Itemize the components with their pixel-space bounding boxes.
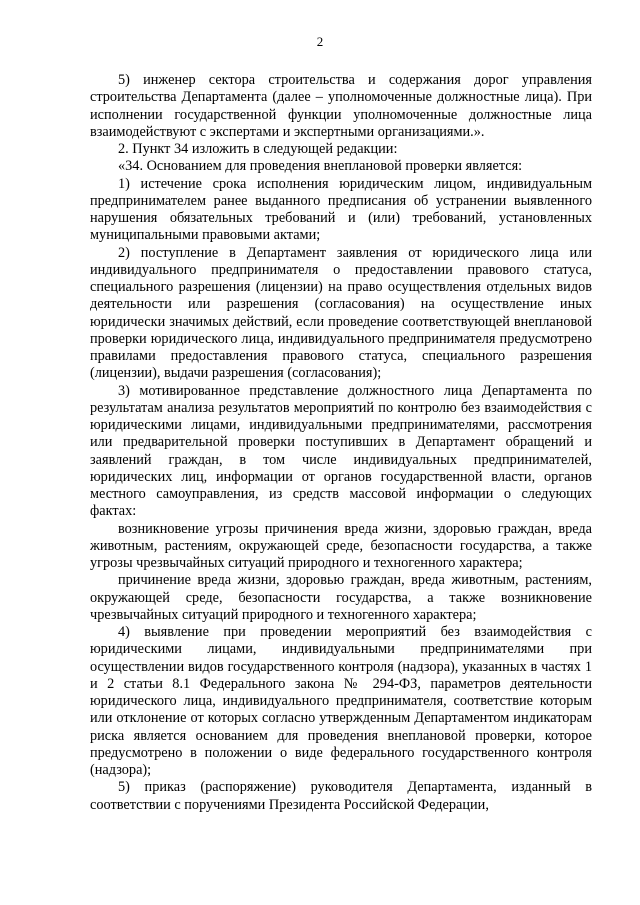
- document-body: [90, 72, 592, 814]
- paragraph-fact-threat: возникновение угрозы причинения вреда жизни, здоровью граждан, вреда животным, растениям, окружающей среде, безопасности государства, а также угрозы чрезвычайных ситуаций природного и техногенного характера;: [90, 520, 592, 571]
- paragraph-engineer-item: 5) инженер сектора строительства и содержания дорог управления строительства Департамента (далее – уполномоченные должностные лица). При исполнении государственной функции уполномоченные должностные лица взаимодействуют с экспертами и экспертными организациями.».: [90, 72, 592, 140]
- paragraph-item-5: 5) приказ (распоряжение) руководителя Департамента, изданный в соответствии с поручениями Президента Российской Федерации,: [90, 779, 592, 813]
- paragraph-clause-34-intro: «34. Основанием для проведения внеплановой проверки является:: [118, 158, 523, 175]
- paragraph-item-2: 2) поступление в Департамент заявления от юридического лица или индивидуального предпринимателя о предоставлении правового статуса, специального разрешения (лицензии) на право осуществления отдельных видов деятельности или разрешения (согласования) на осуществление иных юридически значимых действий, если проведение соответствующей внеплановой проверки юридического лица, индивидуального предпринимателя предусмотрено правилами предоставления правового статуса, специального разрешения (лицензии), выдачи разрешения (согласования);: [90, 244, 592, 382]
- paragraph-fact-harm: причинение вреда жизни, здоровью граждан, вреда животным, растениям, окружающей среде, безопасности государства, а также возникновение чрезвычайных ситуаций природного и техногенного характера;: [90, 572, 592, 623]
- paragraph-item-4: 4) выявление при проведении мероприятий без взаимодействия с юридическими лицами, индивидуальными предпринимателями при осуществлении видов государственного контроля (надзора), указанных в частях 1 и 2 статьи 8.1 Федерального закона № 294-ФЗ, параметров деятельности юридического лица, индивидуального предпринимателя, соответствие которым или отклонение от которых согласно утвержденным Департаментом индикаторам риска является основанием для проведения внеплановой проверки, которое предусмотрено в положении о виде федерального государственного контроля (надзора);: [90, 624, 592, 778]
- paragraph-item-3: 3) мотивированное представление должностного лица Департамента по результатам анализа результатов мероприятий по контролю без взаимодействия с юридическими лицами, индивидуальными предпринимателями, рассмотрения или предварительной проверки поступивших в Департамент обращений и заявлений граждан, в том числе индивидуальных предпринимателей, юридических лиц, информации от органов государственной власти, органов местного самоуправления, из средств массовой информации о следующих фактах:: [90, 382, 592, 520]
- page-number: 2: [316, 34, 324, 49]
- paragraph-clause-2: 2. Пункт 34 изложить в следующей редакции:: [118, 141, 398, 157]
- paragraph-item-1: 1) истечение срока исполнения юридическим лицом, индивидуальным предпринимателем ранее выданного предписания об устранении выявленного нарушения обязательных требований и (или) требований, установленных муниципальными правовыми актами;: [90, 175, 592, 244]
